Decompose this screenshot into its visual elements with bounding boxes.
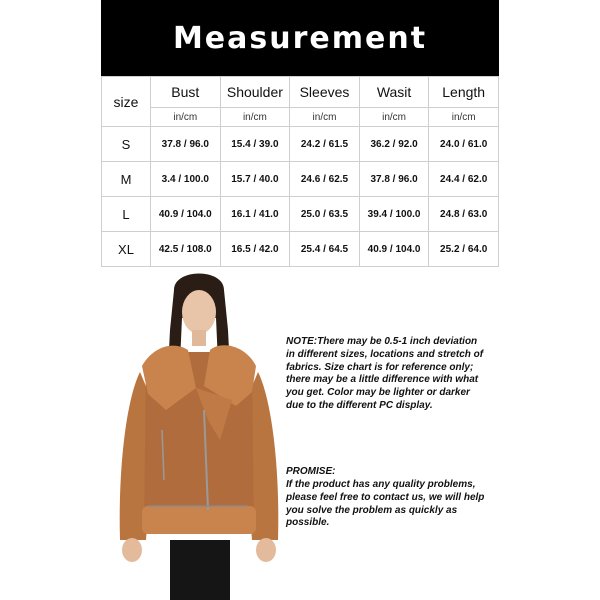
table-row xyxy=(102,127,499,162)
unit-row xyxy=(102,108,499,127)
table-cell: 37.8 / 96.0 xyxy=(151,127,221,162)
product-photo xyxy=(112,270,287,600)
column-header: Sleeves xyxy=(290,77,360,108)
unit-label: in/cm xyxy=(429,108,499,127)
table-cell: 25.0 / 63.5 xyxy=(290,197,360,232)
table-cell: 15.7 / 40.0 xyxy=(220,162,290,197)
column-header: Length xyxy=(429,77,499,108)
table-row xyxy=(102,197,499,232)
size-note: NOTE:There may be 0.5-1 inch deviation in different sizes, locations and stretch of fabrics. Size chart is for reference only; there may be a little difference with what you get. Color may be lighter or darker due to the different PC display. xyxy=(286,336,484,411)
size-chart-table xyxy=(101,76,499,267)
table-cell: 25.2 / 64.0 xyxy=(429,232,499,267)
unit-label: in/cm xyxy=(290,108,360,127)
model-left-hand xyxy=(122,538,142,562)
size-header: size xyxy=(102,77,151,127)
column-header: Bust xyxy=(151,77,221,108)
size-cell: M xyxy=(102,162,151,197)
size-cell: S xyxy=(102,127,151,162)
model-right-hand xyxy=(256,538,276,562)
unit-label: in/cm xyxy=(359,108,429,127)
table-row xyxy=(102,162,499,197)
table-cell: 24.2 / 61.5 xyxy=(290,127,360,162)
model-face xyxy=(182,290,216,334)
table-cell: 24.4 / 62.0 xyxy=(429,162,499,197)
unit-label: in/cm xyxy=(151,108,221,127)
model-legs xyxy=(170,540,230,600)
table-cell: 3.4 / 100.0 xyxy=(151,162,221,197)
table-row xyxy=(102,232,499,267)
unit-label: in/cm xyxy=(220,108,290,127)
table-cell: 36.2 / 92.0 xyxy=(359,127,429,162)
promise-title: PROMISE: xyxy=(286,466,336,477)
table-cell: 39.4 / 100.0 xyxy=(359,197,429,232)
promise-text: If the product has any quality problems, please feel free to contact us, we will help you solve the problem as quickly as possible. xyxy=(286,479,485,529)
table-cell: 37.8 / 96.0 xyxy=(359,162,429,197)
table-cell: 24.6 / 62.5 xyxy=(290,162,360,197)
table-cell: 25.4 / 64.5 xyxy=(290,232,360,267)
column-header: Shoulder xyxy=(220,77,290,108)
table-cell: 15.4 / 39.0 xyxy=(220,127,290,162)
model-neck xyxy=(192,330,206,346)
table-header-row xyxy=(102,77,499,108)
size-cell: XL xyxy=(102,232,151,267)
table-cell: 16.5 / 42.0 xyxy=(220,232,290,267)
table-cell: 24.0 / 61.0 xyxy=(429,127,499,162)
column-header: Wasit xyxy=(359,77,429,108)
table-cell: 16.1 / 41.0 xyxy=(220,197,290,232)
table-cell: 40.9 / 104.0 xyxy=(151,197,221,232)
fur-hem xyxy=(142,506,256,534)
size-cell: L xyxy=(102,197,151,232)
table-cell: 24.8 / 63.0 xyxy=(429,197,499,232)
table-cell: 40.9 / 104.0 xyxy=(359,232,429,267)
page-title: Measurement xyxy=(172,20,428,56)
table-cell: 42.5 / 108.0 xyxy=(151,232,221,267)
title-banner xyxy=(101,0,499,76)
